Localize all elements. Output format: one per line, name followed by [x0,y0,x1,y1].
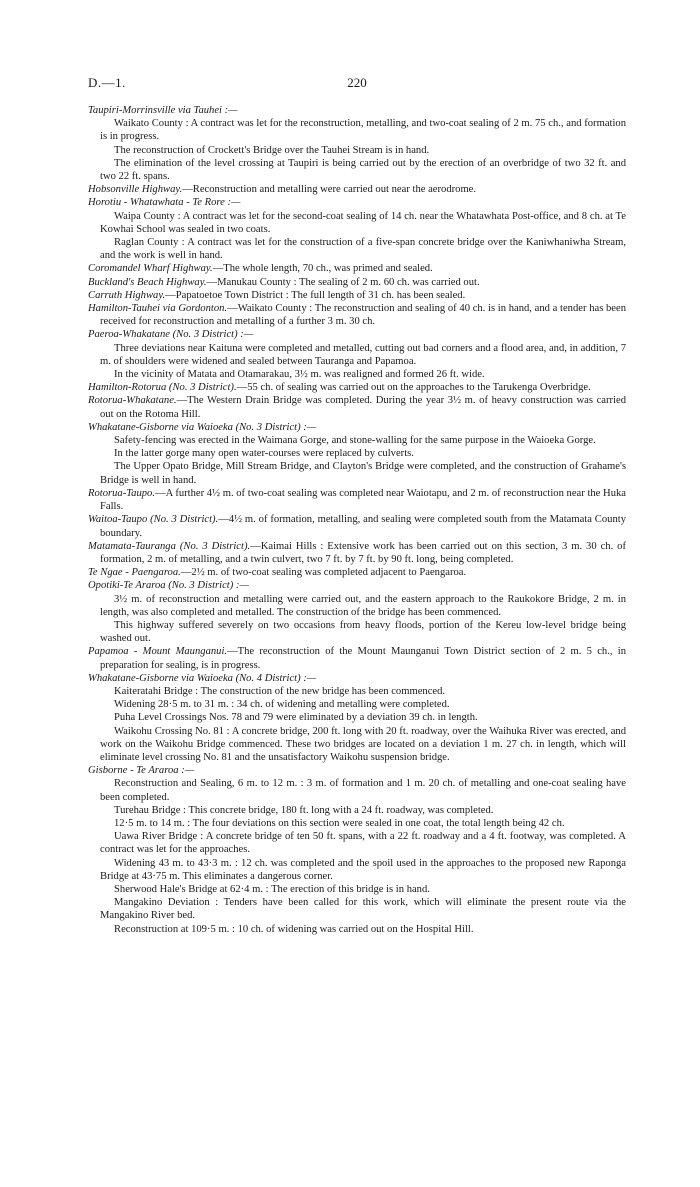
entry-paragraph [88,487,626,513]
highway-entry [88,394,626,420]
document-page [88,0,626,936]
entry-text: —Papatoetoe Town District : The full length of 31 ch. has been sealed. [165,289,466,301]
highway-heading: Hamilton-Rotorua (No. 3 District). [88,382,237,394]
entry-paragraph: Uawa River Bridge : A concrete bridge of ten 50 ft. spans, with a 22 ft. roadway and a 4 ft. footway, was completed. A contract was let for the approaches. [100,831,626,856]
entry-paragraph [88,302,626,328]
highway-heading: Taupiri-Morrinsville via Tauhei :— [88,105,238,116]
entry-paragraph: Sherwood Hale's Bridge at 62·4 m. : The erection of this bridge is in hand. [114,883,430,895]
entry-paragraph [88,183,626,196]
highway-entry [88,104,626,183]
entry-paragraph [88,513,626,539]
highway-entry [88,328,626,381]
entry-paragraph: Waikohu Crossing No. 81 : A concrete bridge, 200 ft. long with 20 ft. roadway, over the Waihuka River was erected, and work on the Waikohu Bridge commenced. These two bridges are located on a deviation 1 m. 27 ch. in length, which will eliminate level crossing No. 81 and the unsatisfactory Waikohu suspension bridge. [100,725,626,763]
entry-paragraph: Turehau Bridge : This concrete bridge, 180 ft. long with a 24 ft. roadway, was completed. [114,804,494,816]
entry-text: —Kaimai Hills : Extensive work has been carried out on this section, 3 m. 30 ch. of formation, 2 m. of metalling, and a twin culvert, two 7 ft. by 7 ft. by 90 ft. long, being completed. [100,540,626,565]
highway-entry [88,764,626,936]
highway-entry [88,262,626,275]
entry-paragraph: In the latter gorge many open water-courses were replaced by culverts. [114,448,414,460]
entry-paragraph [88,276,626,289]
highway-entry [88,276,626,289]
highway-entry [88,196,626,262]
entry-paragraph: 3½ m. of reconstruction and metalling were carried out, and the eastern approach to the Raukokore Bridge, 2 m. in length, was also completed and metalled. The construction of the bridge has been commenced. [100,593,626,618]
entry-paragraph: Waipa County : A contract was let for the second-coat sealing of 14 ch. near the Whatawhata Post-office, and 8 ch. at Te Kowhai School was sealed in two coats. [100,210,626,235]
entry-paragraph: The Upper Opato Bridge, Mill Stream Bridge, and Clayton's Bridge were completed, and the construction of Grahame's Bridge is well in hand. [100,461,626,486]
highway-heading: Carruth Highway. [88,289,166,301]
entry-paragraph: The reconstruction of Crockett's Bridge over the Tauhei Stream is in hand. [114,144,430,156]
page-header [88,76,626,96]
entry-paragraph: Mangakino Deviation : Tenders have been called for this work, which will eliminate the present route via the Mangakino River bed. [100,897,626,922]
highway-entry [88,289,626,302]
highway-heading: Hobsonville Highway. [88,184,183,196]
entry-paragraph: Three deviations near Kaituna were completed and metalled, cutting out bad corners and a flood area, and, in addition, 7 m. of shoulders were widened and sealed between Tauranga and Papamoa. [100,342,626,367]
entry-paragraph [88,289,626,302]
highway-entry [88,487,626,513]
entry-paragraph: Kaiteratahi Bridge : The construction of the new bridge has been commenced. [114,685,446,697]
entry-text: —The reconstruction of the Mount Maunganui Town District section of 2 m. 5 ch., in preparation for sealing, is in progress. [100,646,627,671]
highway-entry [88,672,626,764]
highway-heading: Opotiki-Te Araroa (No. 3 District) :— [88,580,249,592]
highway-heading: Te Ngae - Paengaroa. [88,567,181,579]
highway-entry [88,302,626,328]
entry-paragraph: Raglan County : A contract was let for the construction of a five-span concrete bridge over the Kaniwhaniwha Stream, and the work is well in hand. [100,237,626,262]
entry-paragraph: In the vicinity of Matata and Otamarakau, 3½ m. was realigned and formed 26 ft. wide. [114,369,485,381]
entry-paragraph [88,381,626,394]
highway-entry [88,183,626,196]
highway-heading: Rotorua-Whakatane. [88,395,177,407]
entry-paragraph: This highway suffered severely on two occasions from heavy floods, portion of the Kereu low-level bridge being washed out. [100,619,626,645]
highway-heading: Rotorua-Taupo. [88,487,156,499]
entry-text: —Manukau County : The sealing of 2 m. 60 ch. was carried out. [206,276,480,288]
document-body [88,104,626,936]
entry-text: —Reconstruction and metalling were carried out near the aerodrome. [182,184,477,196]
highway-heading: Hamilton-Tauhei via Gordonton. [88,303,228,315]
highway-heading: Paeroa-Whakatane (No. 3 District) :— [88,329,254,341]
highway-heading: Horotiu - Whatawhata - Te Rore :— [88,197,241,209]
entry-paragraph [88,394,626,420]
entry-paragraph [88,262,626,275]
highway-heading: Coromandel Wharf Highway. [88,263,213,275]
highway-entry [88,381,626,394]
highway-heading: Whakatane-Gisborne via Waioeka (No. 3 District) :— [88,421,317,433]
highway-entry [88,566,626,579]
entry-paragraph: Reconstruction and Sealing, 6 m. to 12 m. : 3 m. of formation and 1 m. 20 ch. of metalling and one-coat sealing have been completed. [100,778,626,803]
document-reference: D.—1. [88,75,126,90]
highway-entry [88,513,626,539]
highway-heading: Waitoa-Taupo (No. 3 District). [88,514,219,526]
entry-text: —The Western Drain Bridge was completed. During the year 3½ m. of heavy construction was carried out on the Rotoma Hill. [100,395,626,420]
highway-heading: Gisborne - Te Araroa :— [88,765,195,777]
entry-paragraph: 12·5 m. to 14 m. : The four deviations on this section were sealed in one coat, the total length being 42 ch. [114,817,565,829]
highway-heading: Buckland's Beach Highway. [88,276,207,288]
highway-heading: Papamoa - Mount Maunganui. [88,646,228,658]
entry-text: —Waikato County : The reconstruction and sealing of 40 ch. is in hand, and a tender has been received for reconstruction and metalling of a further 3 m. 30 ch. [100,303,627,328]
entry-paragraph: Puha Level Crossings Nos. 78 and 79 were eliminated by a deviation 39 ch. in length. [114,712,478,724]
entry-paragraph: The elimination of the level crossing at Taupiri is being carried out by the erection of an overbridge of two 32 ft. and two 22 ft. spans. [100,157,626,183]
highway-entry [88,540,626,566]
entry-text: —4½ m. of formation, metalling, and sealing were completed south from the Matamata County boundary. [100,514,626,539]
entry-paragraph: Reconstruction at 109·5 m. : 10 ch. of widening was carried out on the Hospital Hill. [114,923,474,935]
entry-text: —The whole length, 70 ch., was primed and sealed. [212,263,433,275]
highway-entry [88,421,626,487]
highway-entry [88,645,626,671]
entry-paragraph: Waikato County : A contract was let for the reconstruction, metalling, and two-coat sealing of 2 m. 75 ch., and formation is in progress. [100,118,626,143]
entry-text: —55 ch. of sealing was carried out on the approaches to the Tarukenga Overbridge. [236,382,591,394]
entry-paragraph [88,645,626,671]
highway-entry [88,579,626,645]
page-number: 220 [347,75,367,90]
entry-text: —2½ m. of two-coat sealing was completed adjacent to Paengaroa. [180,567,467,579]
highway-heading: Whakatane-Gisborne via Waioeka (No. 4 District) :— [88,672,317,684]
entry-paragraph [88,566,626,579]
entry-paragraph: Safety-fencing was erected in the Waimana Gorge, and stone-walling for the same purpose in the Waioeka Gorge. [114,435,596,447]
entry-text: —A further 4½ m. of two-coat sealing was completed near Waiotapu, and 2 m. of reconstruction near the Huka Falls. [100,487,626,513]
entry-paragraph: Widening 28·5 m. to 31 m. : 34 ch. of widening and metalling were completed. [114,699,450,711]
entry-paragraph [88,540,626,566]
highway-heading: Matamata-Tauranga (No. 3 District). [88,540,251,552]
entry-paragraph: Widening 43 m. to 43·3 m. : 12 ch. was completed and the spoil used in the approaches to the proposed new Raponga Bridge at 43·75 m. This eliminates a dangerous corner. [100,857,626,882]
